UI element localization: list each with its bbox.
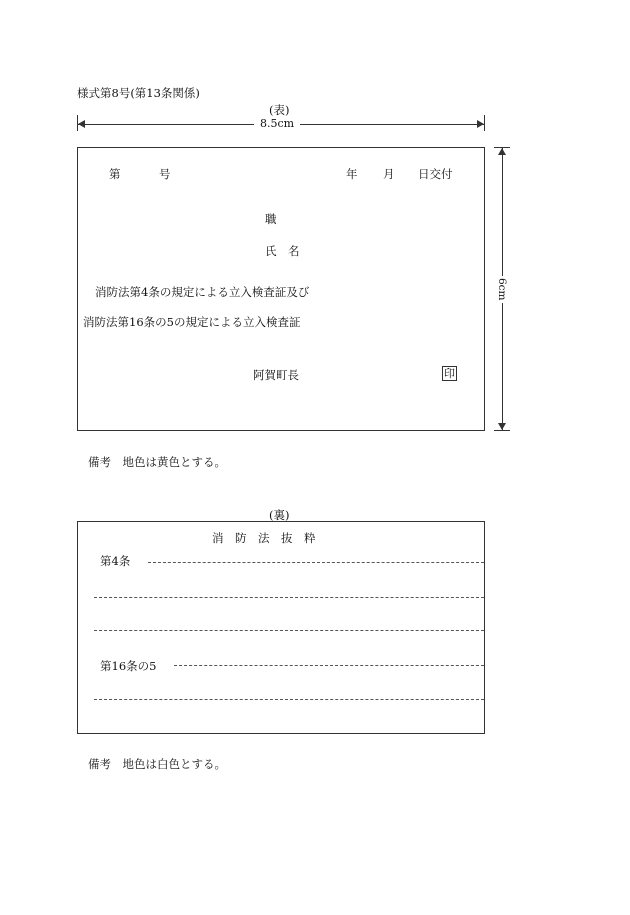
article-4-line [148,562,484,563]
title-shoku: 職 [265,212,277,226]
blank-line-2 [94,630,484,631]
back-title: 消 防 法 抜 粋 [212,531,316,545]
issuer-label: 阿賀町長 [253,368,299,382]
back-note: 備考 地色は白色とする。 [88,757,226,771]
width-dim-tick-right [484,115,485,131]
number-label-go: 号 [159,167,171,181]
width-dim-label: 8.5cm [254,117,300,130]
height-dim-label: 6cm [496,278,508,301]
blank-line-1 [94,597,484,598]
seal-stamp-icon: 印 [444,367,455,380]
body-line-1: 消防法第4条の規定による立入検査証及び [95,285,310,299]
article-16-5-label: 第16条の5 [100,659,157,673]
date-year-label: 年 [346,167,358,181]
body-line-2: 消防法第16条の5の規定による立入検査証 [83,315,301,329]
back-card [77,521,485,734]
article-4-label: 第4条 [100,554,131,568]
front-card [77,147,485,431]
number-label-first: 第 [109,167,121,181]
date-day-issued-label: 日交付 [418,167,453,181]
height-dim-tick-bottom [494,430,510,431]
name-label: 氏 名 [265,244,300,258]
width-arrow-left-icon [78,120,85,128]
article-16-5-line [174,665,484,666]
back-heading: (裏) [269,508,290,522]
date-month-label: 月 [383,167,395,181]
width-arrow-right-icon [477,120,484,128]
blank-line-3 [94,699,484,700]
height-arrow-down-icon [498,423,506,430]
front-heading: (表) [269,103,290,117]
form-title: 様式第8号(第13条関係) [77,86,200,100]
height-arrow-up-icon [498,148,506,155]
front-note: 備考 地色は黄色とする。 [88,455,226,469]
